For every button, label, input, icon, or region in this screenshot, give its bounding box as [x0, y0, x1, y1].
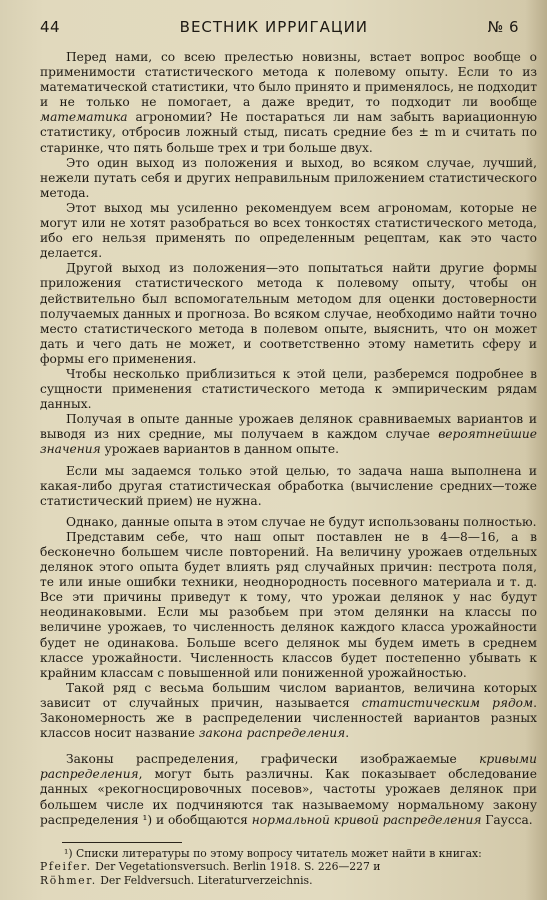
paragraph-8: Однако, данные опыта в этом случае не будут использованы полностью. [66, 514, 537, 529]
paragraph-2: Это один выход из положения и выход, во всяком случае, лучший, нежели путать себя и других неправильным приложением статистического метода. [40, 155, 537, 200]
footnote [40, 847, 537, 887]
page-number: 44 [40, 18, 61, 36]
paragraph-4: Другой выход из положения—это попытаться найти другие формы приложения статистического метода к полевому опыту, чтобы он действительно был вспомогательным методом для оценки достоверности получаемых данных и прогноза. Во всяком случае, необходимо найти точно место статистического метода в полевом опыте, выяснить, что он может дать и чего дать не может, и соответственно этому наметить сферу и формы его применения. [40, 261, 537, 366]
footnote-ref-2: Röhmer. Der Feldversuch. Literaturverzeichnis. [40, 873, 313, 887]
article-body [40, 50, 537, 828]
paragraph-6: Получая в опыте данные урожаев делянок сравниваемых вариантов и выводя из них средние, мы получаем в каждом случае вероятнейшие значения урожаев вариантов в данном опыте. [40, 412, 537, 457]
paragraph-9: Представим себе, что наш опыт поставлен не в 4—8—16, а в бесконечно большем числе повторений. На величину урожаев отдельных делянок этого опыта будет влиять ряд случайных причин: пестрота поля, те или иные ошибки техники, неоднородность посевного материала и т. д. Все эти причины приведут к тому, что урожаи делянок у нас будут неодинаковыми. Если мы разобьем при этом делянки на классы по величине урожаев, то численность делянок каждого класса урожайности будет не одинакова. Больше всего делянок мы будем иметь в среднем классе урожайности. Численность классов будет постепенно убывать к крайним классам с повышенной или пониженной урожайностью. [40, 529, 537, 680]
page-header [40, 18, 537, 36]
paragraph-3: Этот выход мы усиленно рекомендуем всем агрономам, которые не могут или не хотят разобраться во всех тонкостях статистического метода, ибо его нельзя применять по определенным рецептам, как это часто делается. [40, 200, 537, 261]
journal-title: ВЕСТНИК ИРРИГАЦИИ [179, 18, 369, 36]
footnote-divider [62, 842, 182, 843]
paragraph-11: Законы распределения, графически изображаемые кривыми распределения, могут быть различны. Как показывает обследование данных «рекогносцировочных посевов», частоты урожаев делянок при большем числе их подчиняются так называемому нормальному закону распределения ¹) и обобщаются нормальной кривой распределения Гаусса. [40, 752, 537, 827]
paragraph-10: Такой ряд с весьма большим числом вариантов, величина которых зависит от случайных причин, называется статистическим рядом. Закономерность же в распределении численностей вариантов разных классов носит название закона распределения. [40, 680, 537, 741]
footnote-intro: ¹) Списки литературы по этому вопросу читатель может найти в книгах: [64, 846, 482, 860]
footnote-ref-1: Pfeifer. Der Vegetationsversuch. Berlin 1918. S. 226—227 и [40, 860, 381, 874]
paragraph-7: Если мы задаемся только этой целью, то задача наша выполнена и какая-либо другая статистическая обработка (вычисление средних—тоже статистический прием) не нужна. [40, 463, 537, 508]
issue-number: № 6 [487, 18, 519, 36]
paragraph-1: Перед нами, со всею прелестью новизны, встает вопрос вообще о применимости статистического метода к полевому опыту. Если то из математической статистики, что было принято и применялось, не подходит и не только не помогает, а даже вредит, то подходит ли вообще математика агрономии? Не постараться ли нам забыть вариационную статистику, отбросив ложный стыд, писать средние без ± m и считать по старинке, что пять больше трех и три больше двух. [40, 50, 537, 155]
paragraph-5: Чтобы несколько приблизиться к этой цели, разберемся подробнее в сущности применения статистического метода к эмпирическим рядам данных. [40, 366, 537, 412]
